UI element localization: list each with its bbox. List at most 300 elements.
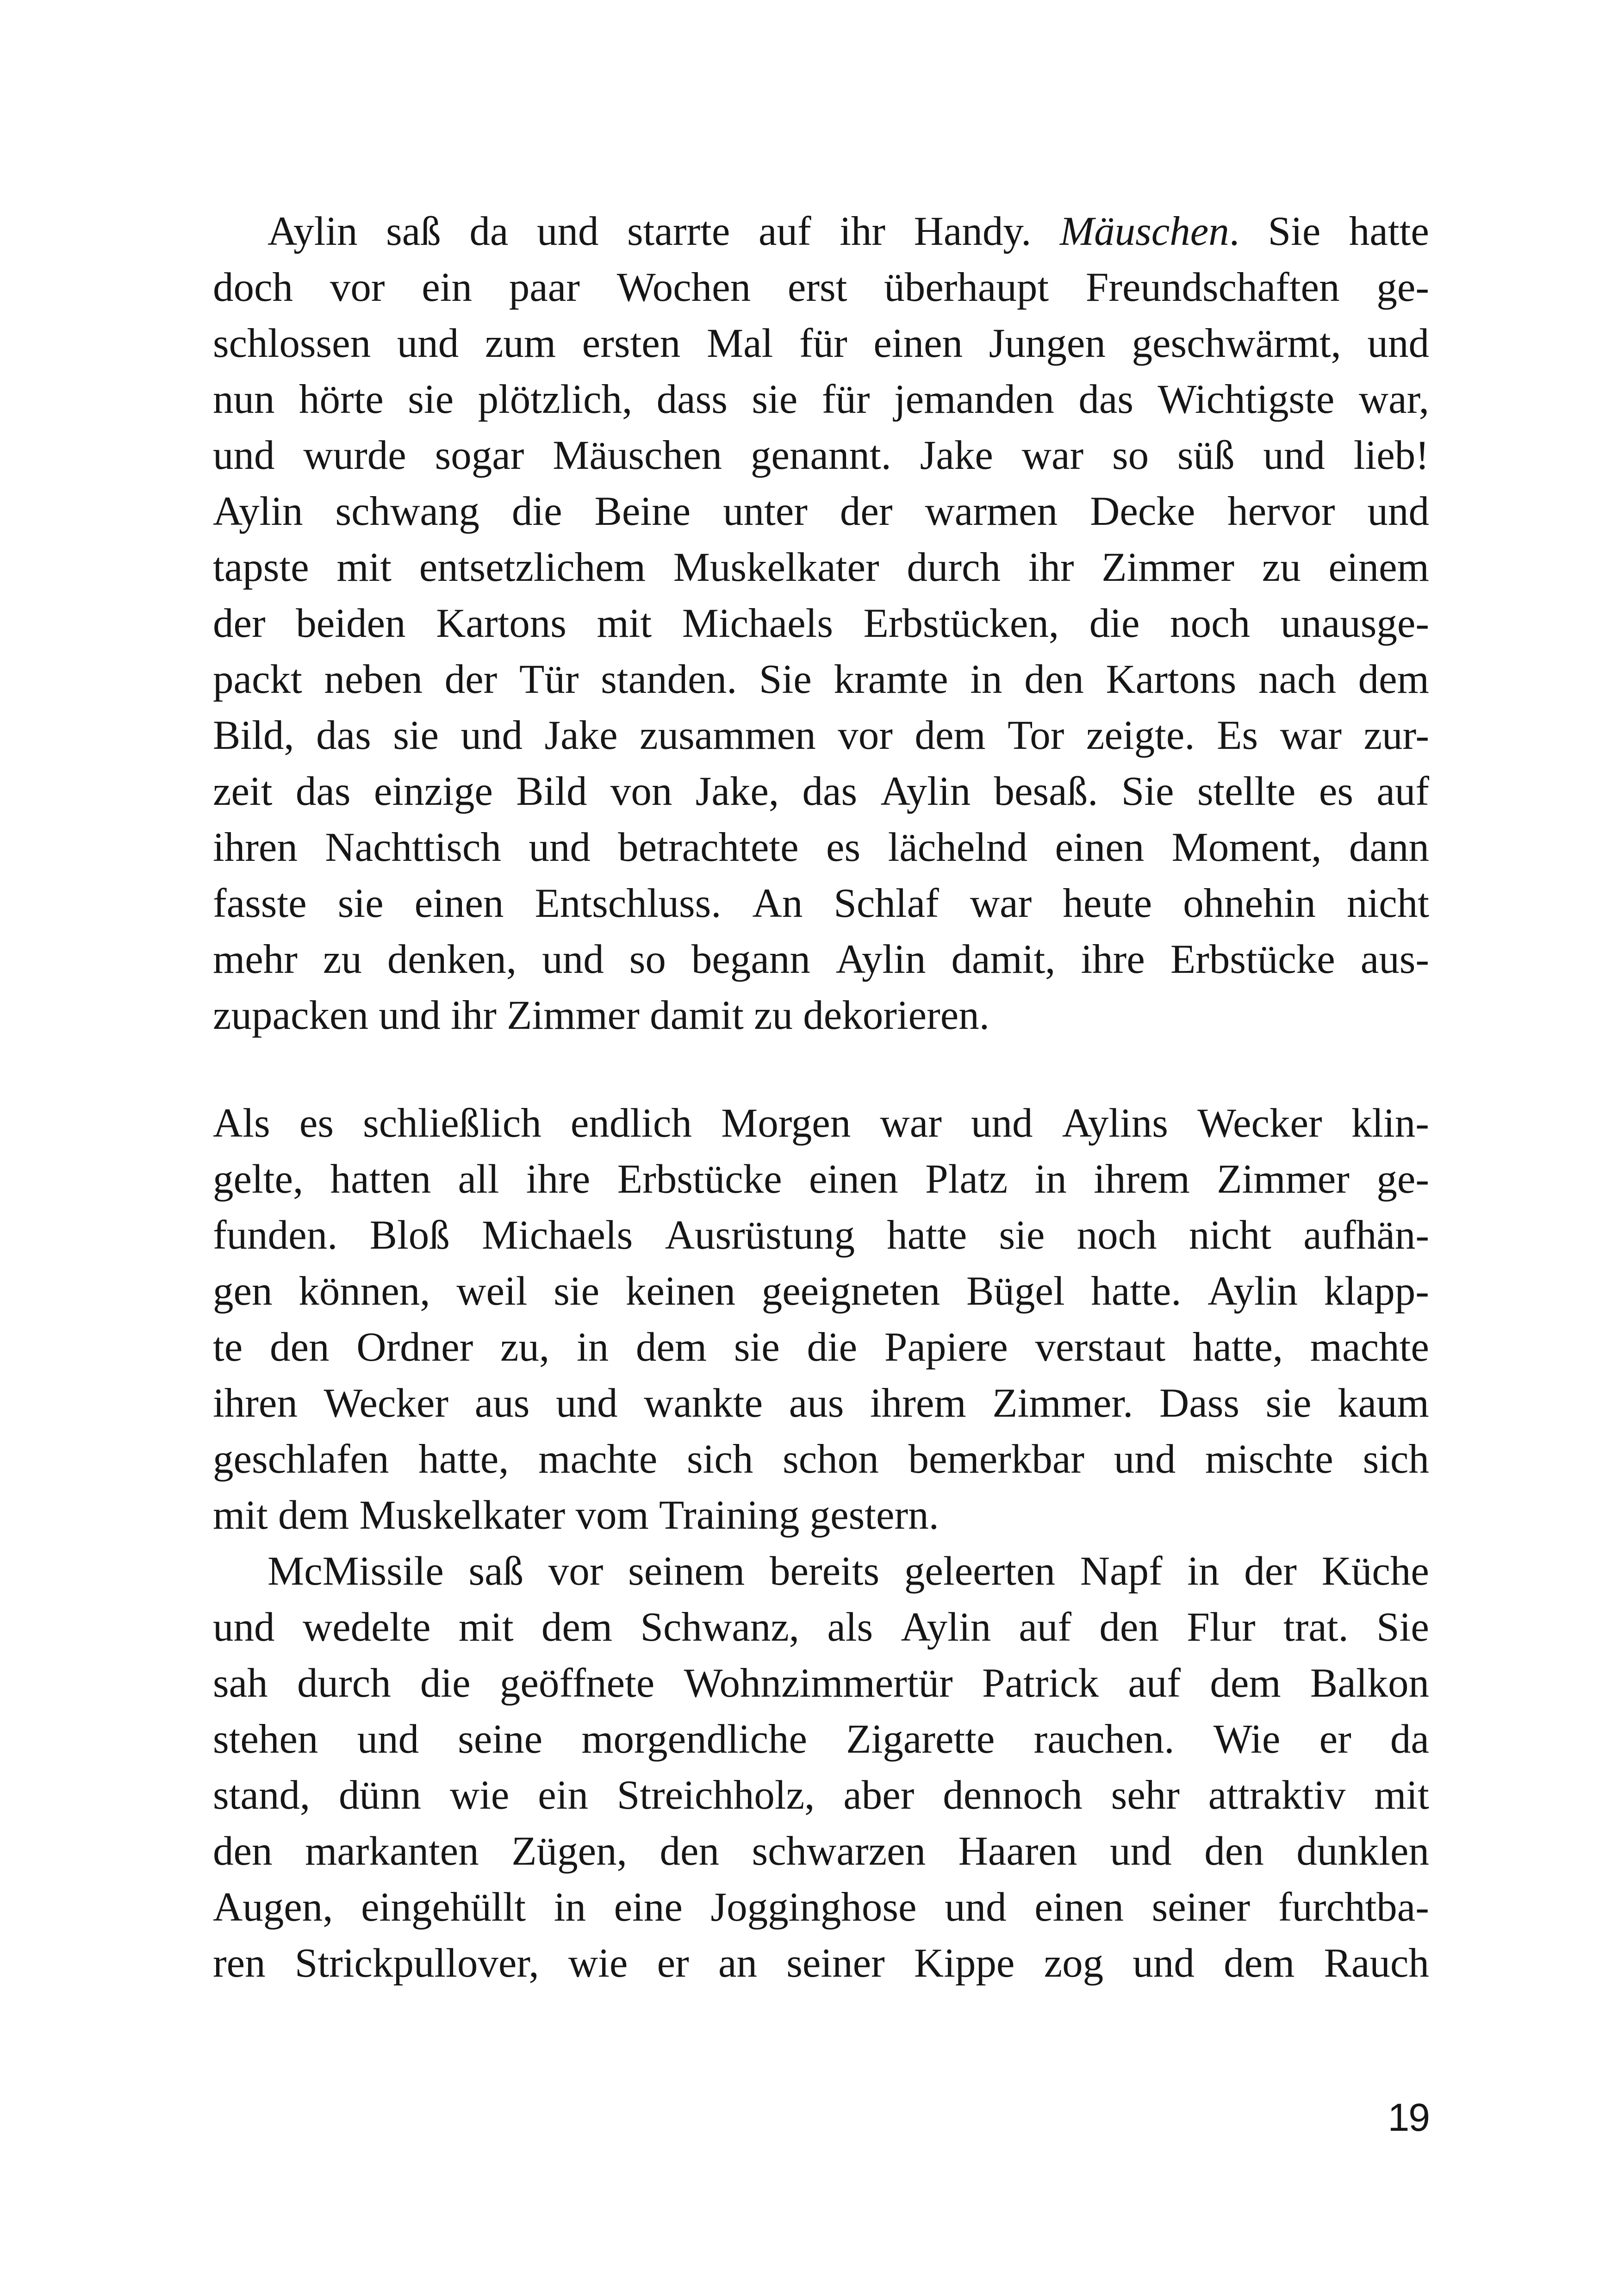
word: dünn — [338, 1773, 421, 1818]
word: Aylin — [835, 937, 926, 982]
word: paar — [509, 265, 580, 310]
text-line — [213, 1095, 1429, 1151]
word: der — [1244, 1549, 1297, 1594]
word: dem — [278, 1493, 349, 1538]
word: dem — [1358, 657, 1429, 702]
word: für — [821, 377, 870, 422]
word: an — [718, 1941, 757, 1986]
word: den — [269, 1325, 330, 1370]
word: plötzlich, — [478, 377, 633, 422]
text-line — [213, 1655, 1429, 1711]
punctuation: . — [1229, 209, 1240, 254]
page-number: 19 — [1388, 2096, 1429, 2139]
word: Aylin — [1207, 1269, 1298, 1314]
word: dem — [1210, 1661, 1281, 1706]
word: geeigneten — [761, 1269, 940, 1314]
word: Bild, — [213, 713, 294, 758]
text-line — [213, 1599, 1429, 1655]
text-line — [213, 876, 1429, 932]
word: Sie — [1268, 209, 1321, 254]
word: Wochen — [616, 265, 751, 310]
word: entsetzlichem — [419, 545, 646, 590]
word: stellte — [1197, 769, 1296, 814]
word: hatte — [1349, 209, 1429, 254]
word: es — [826, 825, 861, 870]
word: und — [1133, 1941, 1195, 1986]
word: begann — [691, 937, 810, 982]
word: dennoch — [943, 1773, 1083, 1818]
word: wie — [449, 1773, 510, 1818]
word: fasste — [213, 881, 307, 926]
word: zu — [1262, 545, 1301, 590]
word: warmen — [925, 489, 1058, 534]
word: stand, — [213, 1773, 311, 1818]
text-line — [213, 1823, 1429, 1879]
word: dem — [915, 713, 986, 758]
word: klapp- — [1324, 1269, 1429, 1314]
word: ihren — [213, 825, 298, 870]
word: war — [880, 1101, 942, 1146]
word: mehr — [213, 937, 298, 982]
word: das — [316, 713, 371, 758]
word: genannt. — [750, 433, 891, 478]
word: war — [1021, 433, 1084, 478]
word: dass — [656, 377, 728, 422]
word: kaum — [1338, 1381, 1429, 1426]
word: McMissile — [268, 1549, 444, 1594]
word: Flur — [1187, 1605, 1256, 1650]
word: mit — [213, 1493, 268, 1538]
word: saß — [468, 1549, 524, 1594]
word: ein — [538, 1773, 588, 1818]
word: einen — [809, 1157, 898, 1202]
word: Es — [1217, 713, 1258, 758]
word: auf — [758, 209, 811, 254]
word: einen — [873, 321, 963, 366]
word: den — [660, 1829, 719, 1874]
word: Als — [213, 1101, 270, 1146]
text-line — [213, 820, 1429, 876]
word: verstaut — [1035, 1325, 1166, 1370]
text-line — [213, 932, 1429, 988]
word: Wie — [1213, 1717, 1281, 1762]
word: Tür — [519, 657, 579, 702]
word: einen — [1034, 1885, 1124, 1930]
text-line — [213, 1263, 1429, 1319]
word: sah — [213, 1661, 268, 1706]
word: geschlafen — [213, 1437, 389, 1482]
word: das — [802, 769, 858, 814]
word: hatten — [330, 1157, 431, 1202]
word: bemerkbar — [908, 1437, 1084, 1482]
word: Papiere — [884, 1325, 1008, 1370]
word: bereits — [769, 1549, 880, 1594]
paragraph-morning — [213, 1095, 1429, 1991]
word: die — [1089, 601, 1140, 646]
word: in — [1034, 1157, 1067, 1202]
word: seinem — [628, 1549, 745, 1594]
word: und — [397, 321, 459, 366]
word: Freundschaften — [1085, 265, 1340, 310]
word: Wecker — [1197, 1101, 1322, 1146]
word: sie — [1265, 1381, 1312, 1426]
word: so — [1112, 433, 1149, 478]
word: auf — [1376, 769, 1429, 814]
word: Ordner — [356, 1325, 473, 1370]
word: vor — [838, 713, 893, 758]
word: noch — [1170, 601, 1251, 646]
word: Aylin — [268, 209, 358, 254]
word: Bloß — [369, 1213, 450, 1258]
word: ohnehin — [1183, 881, 1316, 926]
word: einem — [1328, 545, 1429, 590]
word: Schlaf — [834, 881, 939, 926]
word: Sie — [1376, 1605, 1429, 1650]
text-line — [213, 1431, 1429, 1487]
word: neben — [324, 657, 423, 702]
word: Jungen — [989, 321, 1106, 366]
text-line — [213, 1711, 1429, 1767]
word: der — [444, 657, 498, 702]
word: und — [1114, 1437, 1176, 1482]
word: seine — [458, 1717, 543, 1762]
word: sie — [393, 713, 439, 758]
word: Sie — [759, 657, 812, 702]
word: und — [971, 1101, 1033, 1146]
word: und — [542, 937, 604, 982]
word: mit — [1374, 1773, 1429, 1818]
word: sie — [752, 377, 798, 422]
word: sie — [734, 1325, 780, 1370]
word: gestern. — [809, 1493, 939, 1538]
word: auf — [1019, 1605, 1072, 1650]
word: die — [511, 489, 562, 534]
word: Erbstücke — [617, 1157, 782, 1202]
word: Aylin — [880, 769, 971, 814]
word: Kartons — [436, 601, 566, 646]
word: Zimmer. — [992, 1381, 1133, 1426]
word: zupacken — [213, 993, 369, 1038]
word: dunklen — [1296, 1829, 1429, 1874]
word: damit, — [951, 937, 1056, 982]
word: Muskelkater — [673, 545, 879, 590]
text-line — [213, 988, 1429, 1044]
word: ihrem — [870, 1381, 966, 1426]
word: da — [1390, 1717, 1429, 1762]
word: denken, — [387, 937, 517, 982]
word: aus- — [1360, 937, 1429, 982]
word: dekorieren. — [803, 993, 990, 1038]
word: markanten — [305, 1829, 479, 1874]
word: und — [1367, 489, 1429, 534]
word: rauchen. — [1033, 1717, 1175, 1762]
word: schwang — [335, 489, 479, 534]
word: Erbstücken, — [863, 601, 1059, 646]
word: für — [799, 321, 847, 366]
word: Sie — [1121, 769, 1174, 814]
word: Jake, — [695, 769, 779, 814]
emphasized-word: Mäuschen — [1059, 209, 1229, 254]
word: Zimmer — [507, 993, 640, 1038]
word: er — [657, 1941, 689, 1986]
word: geschwärmt, — [1132, 321, 1341, 366]
word: Zigarette — [846, 1717, 995, 1762]
word: furchtba- — [1278, 1885, 1429, 1930]
word: machte — [538, 1437, 658, 1482]
text-line — [213, 1151, 1429, 1207]
word: das — [1078, 377, 1133, 422]
word: das — [295, 769, 351, 814]
word: packt — [213, 657, 302, 702]
word: in — [554, 1885, 586, 1930]
word: es — [299, 1101, 334, 1146]
word: zu — [323, 937, 362, 982]
word: Aylin — [213, 489, 303, 534]
text-line — [213, 1935, 1429, 1991]
word: zur- — [1363, 713, 1429, 758]
word: Muskelkater — [359, 1493, 566, 1538]
word: all — [458, 1157, 499, 1202]
word: so — [629, 937, 666, 982]
word: süß — [1177, 433, 1235, 478]
word: Michaels — [482, 1213, 633, 1258]
word: zeit — [213, 769, 273, 814]
text-line — [213, 372, 1429, 428]
word: Wichtigste — [1157, 377, 1335, 422]
word: gen — [213, 1269, 273, 1314]
word: seiner — [1151, 1885, 1251, 1930]
word: hatte. — [1091, 1269, 1182, 1314]
text-line — [213, 1767, 1429, 1823]
word: Handy. — [914, 209, 1032, 254]
word: Augen, — [213, 1885, 333, 1930]
word: überhaupt — [884, 265, 1049, 310]
word: seiner — [786, 1941, 885, 1986]
word: Schwanz, — [640, 1605, 799, 1650]
word: keinen — [625, 1269, 736, 1314]
word: Michaels — [682, 601, 833, 646]
text-line — [213, 652, 1429, 708]
word: mischte — [1205, 1437, 1333, 1482]
word: nun — [213, 377, 275, 422]
word: Bügel — [966, 1269, 1065, 1314]
word: aus — [789, 1381, 844, 1426]
word: schlossen — [213, 321, 371, 366]
text-line — [213, 540, 1429, 596]
word: den — [1204, 1829, 1264, 1874]
word: und — [1110, 1829, 1172, 1874]
word: der — [213, 601, 266, 646]
word: wurde — [303, 433, 406, 478]
word: war, — [1358, 377, 1429, 422]
word: Strickpullover, — [294, 1941, 539, 1986]
word: Napf — [1080, 1549, 1163, 1594]
word: zum — [485, 321, 556, 366]
word: durch — [297, 1661, 391, 1706]
word: es — [1319, 769, 1353, 814]
word: jemanden — [894, 377, 1054, 422]
word: von — [610, 769, 672, 814]
word: hatte — [887, 1213, 967, 1258]
word: Wohnzimmertür — [684, 1661, 953, 1706]
word: beiden — [296, 601, 406, 646]
word: lieb! — [1353, 433, 1429, 478]
word: Zimmer — [1217, 1157, 1350, 1202]
word: Morgen — [721, 1101, 851, 1146]
word: Tor — [1008, 713, 1064, 758]
word: die — [420, 1661, 471, 1706]
text-line — [213, 1543, 1429, 1599]
word: er — [1319, 1717, 1351, 1762]
word: da — [469, 209, 509, 254]
word: und — [1367, 321, 1429, 366]
word: sie — [999, 1213, 1045, 1258]
text-line — [213, 708, 1429, 764]
word: und — [945, 1885, 1007, 1930]
word: Jake — [920, 433, 993, 478]
word: Platz — [925, 1157, 1008, 1202]
word: Moment, — [1171, 825, 1322, 870]
word: damit — [650, 993, 744, 1038]
word: doch — [213, 265, 293, 310]
word: Wecker — [324, 1381, 449, 1426]
word: ge- — [1376, 265, 1429, 310]
word: Zimmer — [1101, 545, 1234, 590]
word: einen — [414, 881, 504, 926]
word: Mäuschen — [553, 433, 722, 478]
text-line — [213, 1487, 1429, 1543]
word: endlich — [570, 1101, 692, 1146]
text-line — [213, 1207, 1429, 1263]
text-line — [213, 1319, 1429, 1375]
word: stehen — [213, 1717, 318, 1762]
word: hatte, — [418, 1437, 509, 1482]
word: schließlich — [363, 1101, 541, 1146]
word: morgendliche — [581, 1717, 808, 1762]
word: sich — [1363, 1437, 1429, 1482]
word: sehr — [1111, 1773, 1180, 1818]
word: ihren — [213, 1381, 298, 1426]
word: Küche — [1321, 1549, 1429, 1594]
word: tapste — [213, 545, 309, 590]
word: und — [536, 209, 599, 254]
word: ihr — [840, 209, 886, 254]
word: und — [357, 1717, 419, 1762]
text-line — [213, 764, 1429, 820]
word: kramte — [834, 657, 948, 702]
word: dem — [635, 1325, 707, 1370]
word: geleerten — [904, 1549, 1055, 1594]
word: funden. — [213, 1213, 338, 1258]
word: lächelnd — [888, 825, 1028, 870]
word: einzige — [373, 769, 493, 814]
word: Patrick — [982, 1661, 1099, 1706]
word: erst — [787, 265, 847, 310]
text-line — [213, 260, 1429, 316]
word: und — [213, 1605, 275, 1650]
word: und — [213, 433, 275, 478]
word: attraktiv — [1208, 1773, 1346, 1818]
word: An — [752, 881, 803, 926]
word: machte — [1310, 1325, 1429, 1370]
word: besaß. — [994, 769, 1098, 814]
word: war — [970, 881, 1032, 926]
text-line — [213, 1879, 1429, 1935]
word: mit — [336, 545, 392, 590]
word: vom — [575, 1493, 649, 1538]
word: dann — [1349, 825, 1429, 870]
word: Streichholz, — [616, 1773, 815, 1818]
word: vor — [330, 265, 385, 310]
word: unausge- — [1280, 601, 1429, 646]
word: wedelte — [302, 1605, 431, 1650]
word: und — [1263, 433, 1325, 478]
word: wie — [568, 1941, 628, 1986]
word: schon — [783, 1437, 879, 1482]
text-line — [213, 484, 1429, 540]
word: standen. — [601, 657, 737, 702]
word: sich — [686, 1437, 753, 1482]
word: saß — [386, 209, 441, 254]
word: ihre — [1081, 937, 1145, 982]
word: sie — [337, 881, 384, 926]
word: hervor — [1227, 489, 1335, 534]
word: ihrem — [1094, 1157, 1190, 1202]
word: zeigte. — [1086, 713, 1195, 758]
word: die — [807, 1325, 858, 1370]
word: mit — [597, 601, 652, 646]
word: hörte — [299, 377, 384, 422]
word: den — [213, 1829, 273, 1874]
word: zu, — [500, 1325, 550, 1370]
text-line — [213, 1375, 1429, 1431]
word: Ausrüstung — [665, 1213, 855, 1258]
word: den — [1024, 657, 1084, 702]
word: auf — [1128, 1661, 1181, 1706]
word: Haaren — [958, 1829, 1077, 1874]
word: Dass — [1159, 1381, 1240, 1426]
text-line — [213, 596, 1429, 652]
word: Training — [659, 1493, 800, 1538]
word: in — [576, 1325, 609, 1370]
word: zu — [754, 993, 793, 1038]
word: Aylin — [901, 1605, 991, 1650]
word: ihr — [1028, 545, 1074, 590]
word: betrachtete — [618, 825, 799, 870]
word: heute — [1063, 881, 1152, 926]
word: Jake — [544, 713, 618, 758]
word: Rauch — [1324, 1941, 1429, 1986]
word: Aylins — [1062, 1101, 1168, 1146]
word: Jogginghose — [710, 1885, 917, 1930]
word: der — [840, 489, 893, 534]
word: nach — [1258, 657, 1336, 702]
word: Beine — [594, 489, 691, 534]
word: ren — [213, 1941, 266, 1986]
word: in — [970, 657, 1002, 702]
word: Zügen, — [511, 1829, 627, 1874]
word: ihre — [526, 1157, 591, 1202]
word: Kippe — [914, 1941, 1015, 1986]
word: den — [1099, 1605, 1159, 1650]
word: aufhän- — [1303, 1213, 1429, 1258]
word: als — [827, 1605, 873, 1650]
word: sie — [554, 1269, 600, 1314]
word: wankte — [644, 1381, 763, 1426]
word: weil — [456, 1269, 528, 1314]
word: zusammen — [640, 713, 816, 758]
word: zog — [1044, 1941, 1104, 1986]
